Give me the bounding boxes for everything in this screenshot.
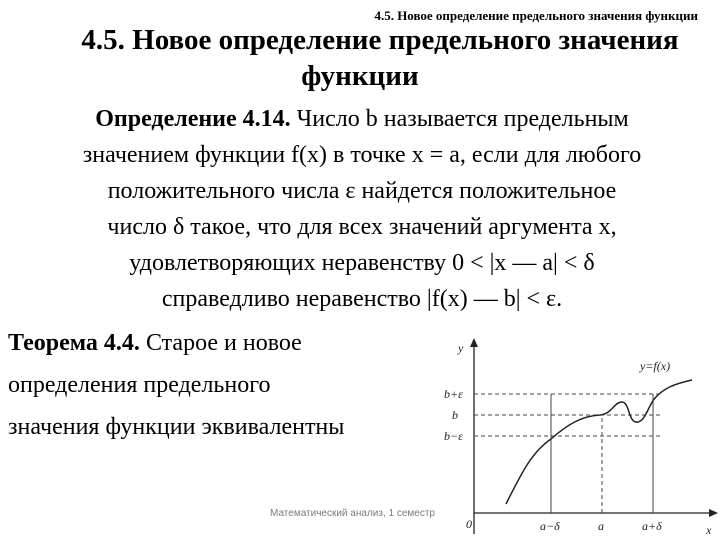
tick-a-minus-delta: a−δ: [540, 519, 560, 533]
epsilon-delta-figure: [430, 336, 720, 538]
theorem-block: [8, 322, 448, 448]
definition-line-5: удовлетворяющих неравенству 0 < |x — a| < δ: [129, 250, 595, 276]
x-axis-arrow: [709, 509, 718, 517]
theorem-text-1: Старое и новое: [139, 330, 302, 356]
definition-line-2: значением функции f(x) в точке x = a, если для любого: [82, 142, 642, 168]
definition-line-1: [8, 101, 716, 137]
definition-line-6: справедливо неравенство |f(x) — b| < ε.: [161, 286, 563, 312]
footer: Математический анализ, 1 семестр: [270, 508, 435, 519]
tick-b-minus-eps: b−ε: [444, 429, 463, 443]
definition-text-1: Число b называется предельным: [290, 106, 629, 132]
slide-title-line-2: функции: [301, 60, 419, 92]
tick-a: a: [598, 519, 604, 533]
tick-b-plus-eps: b+ε: [444, 387, 463, 401]
y-axis-arrow: [470, 338, 478, 347]
function-curve: [506, 380, 692, 504]
definition-label: Определение 4.14.: [95, 106, 291, 132]
slide-title-line-1: 4.5. Новое определение предельного значения: [81, 24, 679, 56]
theorem-line-1: [8, 322, 448, 364]
running-header: 4.5. Новое определение предельного значения функции: [374, 8, 698, 23]
x-axis-label: x: [706, 523, 712, 537]
origin-label: 0: [466, 517, 472, 531]
theorem-line-2: определения предельного: [8, 372, 271, 398]
theorem-label: Теорема 4.4.: [8, 330, 140, 356]
theorem-line-3: значения функции эквивалентны: [8, 414, 345, 440]
y-axis-label: y: [458, 341, 464, 355]
definition-line-3: положительного числа ε найдется положительное: [107, 178, 617, 204]
tick-b: b: [452, 408, 458, 422]
definition-line-4: число δ такое, что для всех значений аргумента x,: [107, 214, 617, 240]
definition-block: [8, 101, 716, 317]
tick-a-plus-delta: a+δ: [642, 519, 662, 533]
curve-label: y=f(x): [640, 359, 671, 373]
slide-title: [0, 22, 720, 94]
